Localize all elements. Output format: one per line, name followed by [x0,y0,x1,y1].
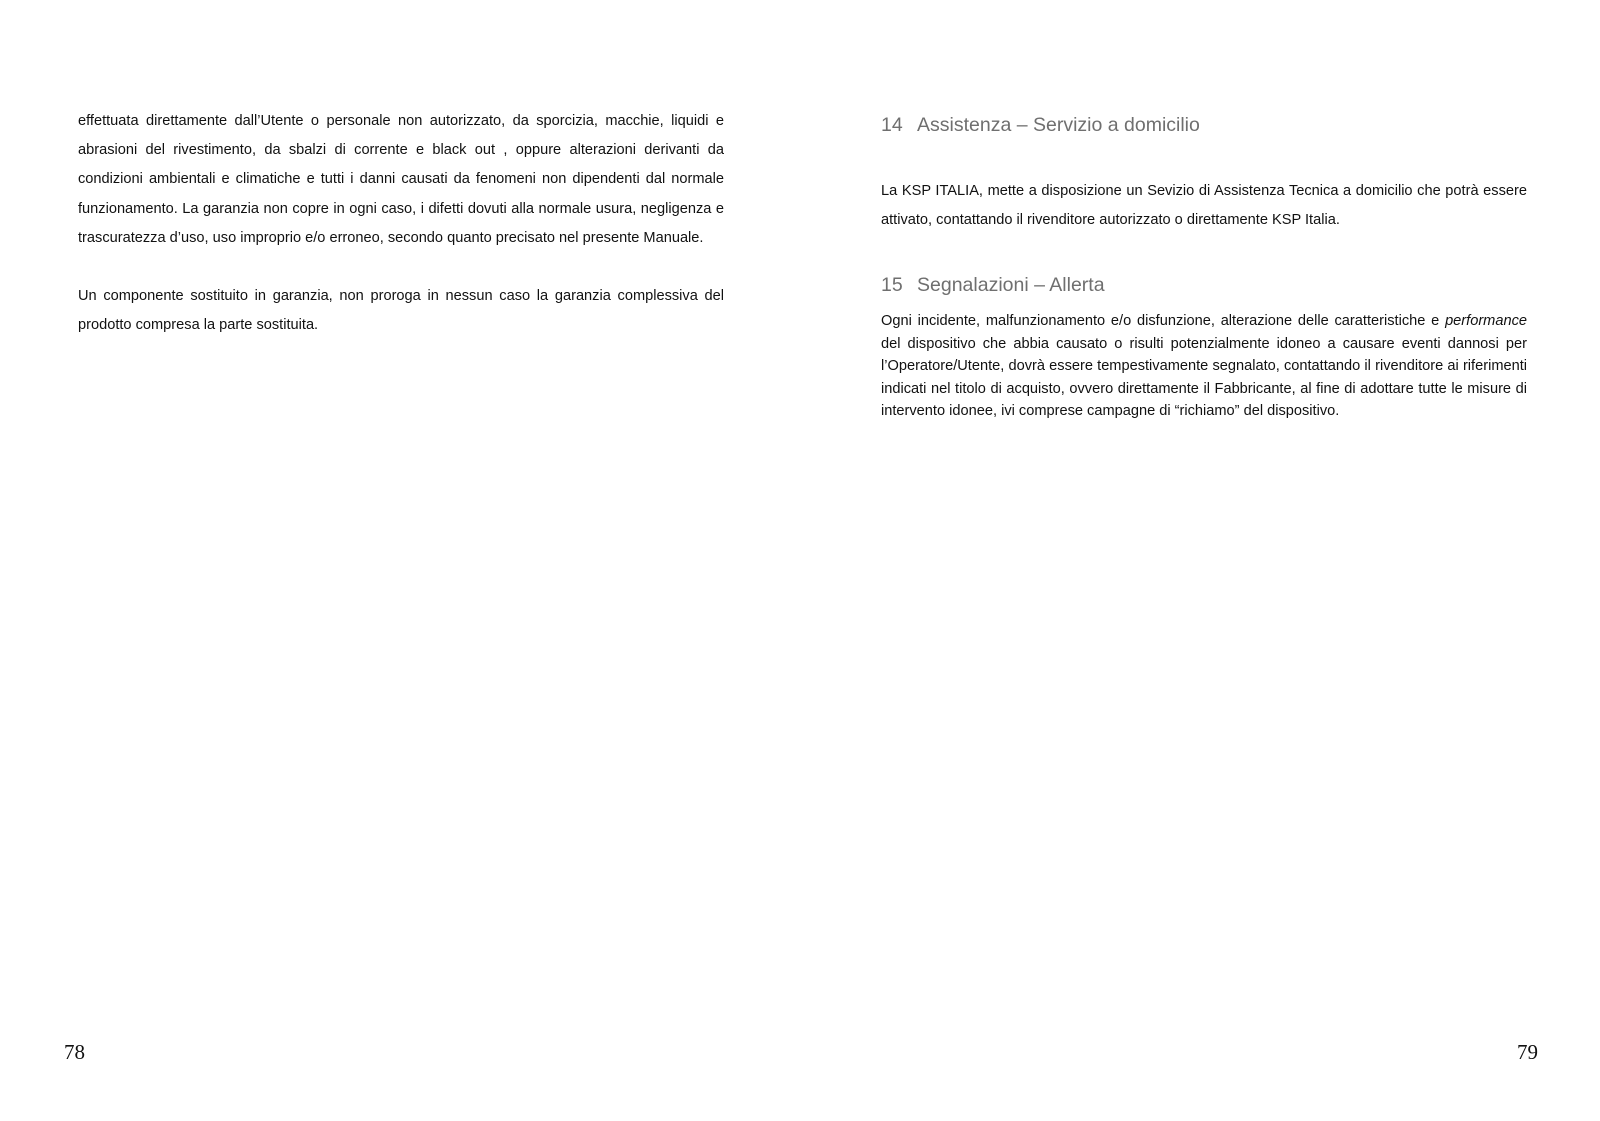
paragraph-spacer [78,253,724,282]
section-14-heading [881,110,1527,140]
section-15-heading [881,270,1527,300]
page-number-right: 79 [1517,1040,1538,1064]
section-15-title: Segnalazioni – Allerta [917,274,1105,297]
section-14-text: La KSP ITALIA, mette a disposizione un Sevizio di Assistenza Tecnica a domicilio che potrà essere attivato, contattando il rivenditore autorizzato o direttamente KSP Italia. [881,183,1527,229]
right-page-content [881,110,1527,423]
section-14-number: 14 [881,114,903,136]
page-number-left: 78 [64,1040,85,1064]
left-page-content [78,107,724,340]
section-15-text-start: Ogni incidente, malfunzionamento e/o disfunzione, alterazione delle caratteristiche e [881,313,1446,330]
section-15-number: 15 [881,274,903,297]
section-15-text [881,310,1527,423]
right-page [800,0,1600,1121]
replaced-component-paragraph: Un componente sostituito in garanzia, non proroga in nessun caso la garanzia complessiva del prodotto compresa la parte sostituita. [78,288,724,334]
warranty-exclusions-paragraph: effettuata direttamente dall’Utente o personale non autorizzato, da sporcizia, macchie, liquidi e abrasioni del rivestimento, da sbalzi di corrente e black out , oppure alterazioni derivanti da condizioni ambientali e climatiche e tutti i danni causati da fenomeni non dipendenti dal normale funzionamento. La garanzia non copre in ogni caso, i difetti dovuti alla normale usura, negligenza e trascuratezza d’uso, uso improprio e/o erroneo, secondo quanto precisato nel presente Manuale. [78,113,724,246]
section-14-title: Assistenza – Servizio a domicilio [917,114,1200,136]
section-15-text-end: del dispositivo che abbia causato o risulti potenzialmente idoneo a causare eventi dannosi per l’Operatore/Utente, dovrà essere tempestivamente segnalato, contattando il rivenditore ai riferimenti indicati nel titolo di acquisto, ovvero direttamente il Fabbricante, al fine di adottare tutte le misure di intervento idonee, ivi comprese campagne di “richiamo” del dispositivo. [881,335,1527,420]
section-15-text-emphasis: performance [1445,313,1527,330]
